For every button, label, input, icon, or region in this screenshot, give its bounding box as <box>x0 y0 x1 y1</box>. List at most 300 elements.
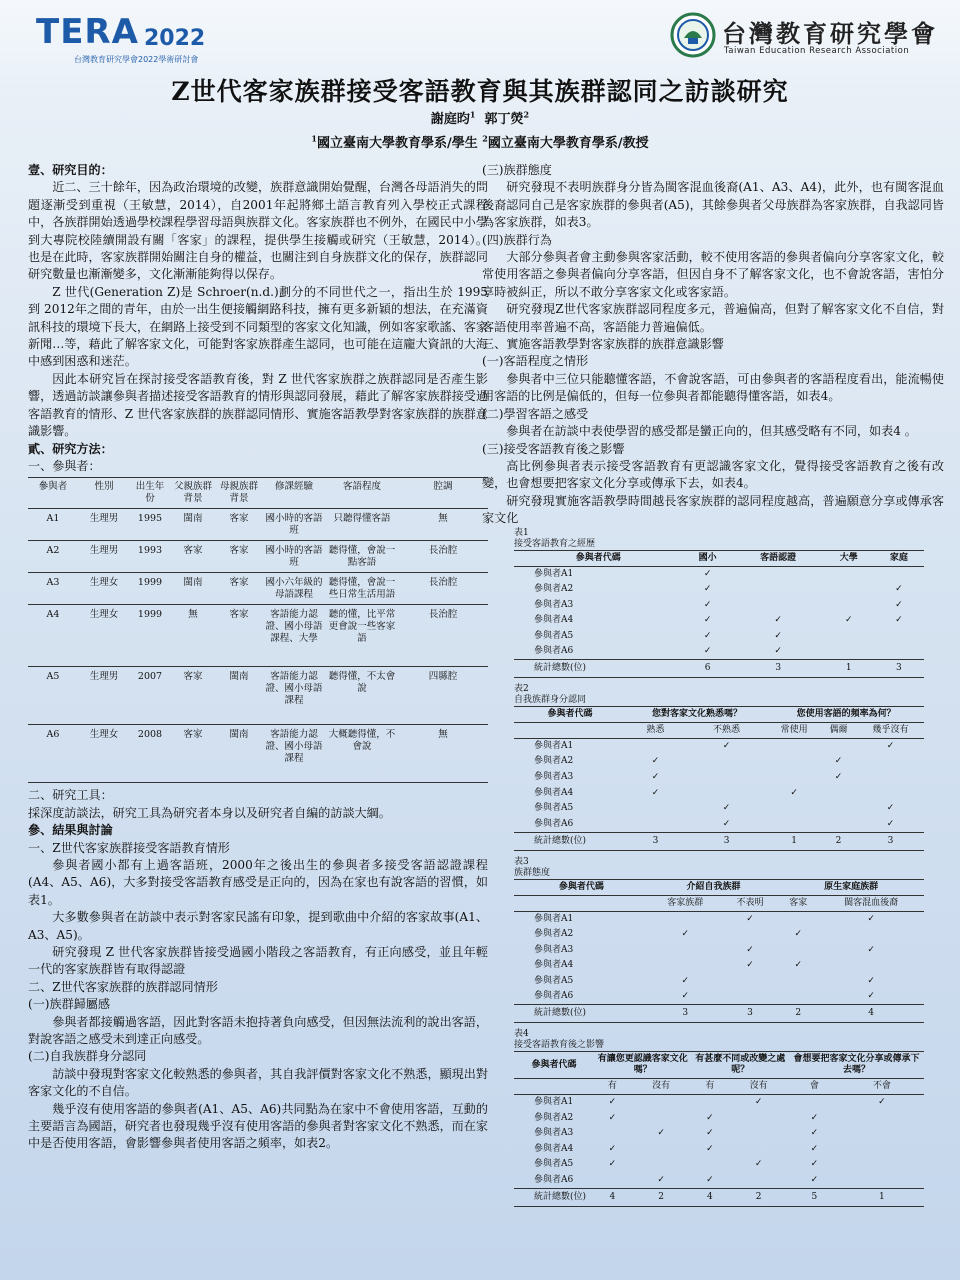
table-header: 沒有 <box>631 1079 692 1095</box>
table-header: 參與者代碼 <box>514 707 626 723</box>
paragraph: 大多數參與者在訪談中表示對客家民謠有印象，提到歌曲中介紹的客家故事(A1、A3、A5)。 <box>28 910 488 942</box>
table-header: 常使用 <box>768 723 820 739</box>
row-label: 參與者A5 <box>534 630 574 641</box>
table-total-row <box>514 1005 924 1023</box>
table-row <box>514 927 924 943</box>
table-row <box>514 817 924 833</box>
table-cell: 客語能力認證、國小母語課程 <box>262 725 326 783</box>
check-cell <box>722 989 778 1005</box>
total-cell: 4 <box>692 1188 729 1206</box>
table-row <box>514 754 924 770</box>
table-header: 有 <box>594 1079 631 1095</box>
table-cell: 2007 <box>130 667 170 725</box>
table-cell: 長治腔 <box>398 573 488 605</box>
table-cell: 閩南 <box>216 725 262 783</box>
table-cell: 客家 <box>170 725 216 783</box>
table-header: 客語程度 <box>326 478 398 509</box>
paragraph: Z 世代(Generation Z)是 Schroer(n.d.)劃分的不同世代之一，指出生於 1995 到 2012年之間的青年，由於一出生便接觸網路科技，擁有更多新穎的想法，在充滿資訊科技的環境下長大，在網路上接受到不同類型的客家文化知識，例如客家歌謠、客家新聞…等，藉此了解客家文化，可能對客家族群產生認同，也可能在這龐大資訊的大海中感到困惑和迷茫。 <box>28 284 488 369</box>
check-cell: ✓ <box>886 803 895 814</box>
total-cell: 4 <box>818 1005 924 1023</box>
check-cell: ✓ <box>810 1112 819 1123</box>
table-4 <box>514 1051 924 1207</box>
table-cell: 客家 <box>216 605 262 667</box>
table-row <box>514 974 924 990</box>
table-header: 不會 <box>840 1079 924 1095</box>
heading-method: 貳、研究方法： <box>28 441 113 456</box>
heading-proficiency: (一)客語程度之情形 <box>482 354 589 369</box>
table-3-label: 表3 <box>514 856 529 867</box>
table-cell: 聽得懂，會說一些日常生活用語 <box>326 573 398 605</box>
table-header: 您對客家文化熟悉嗎？ <box>626 707 768 723</box>
table-cell: 客家 <box>170 667 216 725</box>
table-header: 參與者代碼 <box>514 550 683 566</box>
authors <box>0 108 960 127</box>
total-cell: 2 <box>778 1005 818 1023</box>
row-label: 參與者A3 <box>534 599 574 610</box>
table-4-label: 表4 <box>514 1029 529 1040</box>
total-cell: 1 <box>840 1188 924 1206</box>
left-column <box>28 162 488 1153</box>
table-cell: 聽得懂，會說一點客語 <box>326 541 398 573</box>
check-cell <box>649 911 722 927</box>
row-label: 參與者A5 <box>534 1159 574 1170</box>
check-cell: ✓ <box>867 913 875 924</box>
table-header: 偶爾 <box>820 723 857 739</box>
check-cell <box>857 754 924 770</box>
check-cell <box>857 785 924 801</box>
check-cell <box>840 1157 924 1173</box>
table-row <box>514 644 924 660</box>
total-cell: 2 <box>631 1188 692 1206</box>
affil-2-sup: 2 <box>482 133 488 144</box>
check-cell <box>820 739 857 755</box>
table-2-label: 表2 <box>514 684 529 695</box>
table-3-caption: 族群態度 <box>514 867 551 878</box>
table-row <box>28 725 488 783</box>
table-header: 客家族群 <box>649 895 722 911</box>
check-cell: ✓ <box>886 818 895 829</box>
table-3 <box>514 879 924 1024</box>
check-cell: ✓ <box>810 1159 819 1170</box>
heading-behavior: (四)族群行為 <box>482 232 552 247</box>
table-cell: 閩南 <box>170 573 216 605</box>
table-row <box>514 942 924 958</box>
check-cell <box>649 958 722 974</box>
check-cell: ✓ <box>608 1112 617 1123</box>
affil-1: 國立臺南大學教育學系/學生 <box>316 136 478 151</box>
table-cell: 國小六年級的母語課程 <box>262 573 326 605</box>
check-cell <box>778 989 818 1005</box>
table-header: 參與者代碼 <box>514 1052 594 1079</box>
table-header: 有甚麼不同或改變之處呢？ <box>692 1052 790 1079</box>
row-label: 參與者A4 <box>534 615 574 626</box>
total-cell: 6 <box>683 660 733 678</box>
total-cell: 2 <box>728 1188 789 1206</box>
table-header: 客家 <box>778 895 818 911</box>
check-cell: ✓ <box>867 975 875 986</box>
affil-2: 國立臺南大學教育學系/教授 <box>487 136 649 151</box>
row-label: 參與者A2 <box>534 1112 574 1123</box>
total-cell: 1 <box>768 832 820 850</box>
check-cell: ✓ <box>706 1174 714 1185</box>
table-header: 不表明 <box>722 895 778 911</box>
table-cell: A1 <box>28 509 78 541</box>
table-cell: 生理女 <box>78 573 130 605</box>
check-cell <box>594 1126 631 1142</box>
check-cell: ✓ <box>608 1097 617 1108</box>
table-cell: 生理男 <box>78 509 130 541</box>
check-cell <box>818 958 924 974</box>
table-row <box>28 573 488 605</box>
total-cell: 3 <box>733 660 824 678</box>
table-cell: 生理男 <box>78 541 130 573</box>
heading-attitude: (三)族群態度 <box>482 163 552 177</box>
affiliations <box>0 132 960 151</box>
check-cell <box>733 582 824 598</box>
table-cell: 無 <box>398 725 488 783</box>
table-header: 原生家庭族群 <box>778 879 924 895</box>
check-cell <box>631 1095 692 1111</box>
check-cell <box>768 801 820 817</box>
table-row <box>514 1095 924 1111</box>
table-row <box>514 911 924 927</box>
table-row <box>28 541 488 573</box>
total-cell: 5 <box>789 1188 840 1206</box>
check-cell <box>685 770 768 786</box>
check-cell <box>840 1126 924 1142</box>
row-label: 參與者A3 <box>534 1128 574 1139</box>
check-cell <box>685 785 768 801</box>
check-cell: ✓ <box>834 772 843 783</box>
table-cell: 生理男 <box>78 667 130 725</box>
check-cell: ✓ <box>608 1159 617 1170</box>
affil-1-sup: 1 <box>311 133 317 144</box>
table-cell: 無 <box>398 509 488 541</box>
check-cell: ✓ <box>878 1097 886 1108</box>
table-row <box>28 667 488 725</box>
paragraph: 參與者在訪談中表使學習的感受都是蠻正向的，但其感受略有不同，如表4 。 <box>506 424 917 439</box>
table-4-caption: 接受客語教育後之影響 <box>514 1040 605 1051</box>
check-cell: ✓ <box>706 1112 714 1123</box>
check-cell: ✓ <box>651 787 660 798</box>
table-cell: 長治腔 <box>398 541 488 573</box>
total-cell: 3 <box>649 1005 722 1023</box>
table-cell: 只聽得懂客語 <box>326 509 398 541</box>
check-cell: ✓ <box>657 1174 665 1185</box>
results-tables <box>514 528 924 1207</box>
table-header: 不熟悉 <box>685 723 768 739</box>
check-cell <box>692 1095 729 1111</box>
table-row <box>514 785 924 801</box>
row-label: 參與者A4 <box>534 1143 574 1154</box>
check-cell <box>722 927 778 943</box>
check-cell <box>631 1157 692 1173</box>
total-cell: 3 <box>626 832 685 850</box>
check-cell: ✓ <box>746 960 754 971</box>
paragraph: 幾乎沒有使用客語的參與者(A1、A5、A6)共同點為在家中不會使用客語，互動的主要語言為國語，研究者也發現幾乎沒有使用客語的參與者對客家文化不熟悉，而在家中是否使用客語，會影響參與者使用客語之頻率，如表2。 <box>28 1101 488 1151</box>
total-cell: 統計總數(位) <box>514 1005 649 1023</box>
check-cell: ✓ <box>722 741 731 752</box>
check-cell <box>824 644 874 660</box>
table-cell: 生理女 <box>78 605 130 667</box>
row-label: 參與者A3 <box>534 944 574 955</box>
table-cell: 生理女 <box>78 725 130 783</box>
table-cell: 1995 <box>130 509 170 541</box>
check-cell <box>778 911 818 927</box>
table-header: 您使用客語的頻率為何？ <box>768 707 924 723</box>
table-cell: 長治腔 <box>398 605 488 667</box>
table-row <box>514 613 924 629</box>
table-row <box>514 597 924 613</box>
table-cell: 客家 <box>216 573 262 605</box>
table-row <box>514 739 924 755</box>
table-row <box>514 801 924 817</box>
check-cell <box>874 566 924 582</box>
table-header: 會 <box>789 1079 840 1095</box>
check-cell <box>733 566 824 582</box>
conference-subtitle: 台灣教育研究學會2022學術研討會 <box>74 55 199 64</box>
table-row <box>514 628 924 644</box>
check-cell: ✓ <box>867 944 875 955</box>
check-cell: ✓ <box>867 991 875 1002</box>
table-row <box>514 958 924 974</box>
check-cell: ✓ <box>895 583 903 594</box>
table-row <box>514 1173 924 1189</box>
check-cell: ✓ <box>651 756 660 767</box>
table-cell: 大概聽得懂，不會說 <box>326 725 398 783</box>
table-cell: A3 <box>28 573 78 605</box>
check-cell <box>728 1110 789 1126</box>
total-cell: 3 <box>874 660 924 678</box>
table-2-caption: 自我族群身分認同 <box>514 695 587 706</box>
paragraph: 研究發現不表明族群身分皆為閩客混血後裔(A1、A3、A4)，此外，也有閩客混血後裔認同自己是客家族群的參與者(A5)，其餘參與者父母族群為客家族群，自我認同皆為客家族群，如表3。 <box>482 180 944 230</box>
check-cell: ✓ <box>845 615 853 626</box>
check-cell: ✓ <box>703 583 712 594</box>
check-cell <box>626 801 685 817</box>
total-cell: 統計總數(位) <box>514 660 683 678</box>
row-label: 參與者A1 <box>534 568 574 579</box>
check-cell <box>631 1110 692 1126</box>
check-cell <box>840 1110 924 1126</box>
author-2-sup: 2 <box>523 109 530 120</box>
table-row <box>514 582 924 598</box>
table-cell: 閩南 <box>170 509 216 541</box>
header <box>0 0 960 72</box>
table-header: 熟悉 <box>626 723 685 739</box>
check-cell <box>692 1157 729 1173</box>
table-header: 有 <box>692 1079 729 1095</box>
check-cell <box>728 1126 789 1142</box>
paragraph: 近二、三十餘年，因為政治環境的改變，族群意識開始覺醒，台灣各母語消失的問題逐漸受到重視（王敏慧，2014），自2001年起將鄉土語言教育列入學校正式課程中，各族群開始透過學校課程學習母語與族群文化。客家族群也不例外，在國民中小學到大專院校陸續開設有關「客家」的課程，提供學生接觸或研究（王敏慧，2014）。也是在此時，客家族群開始關注自身的權益，也關注到自身族群文化的保存，族群認同研究數量也漸漸變多，文化漸漸能夠得以保存。 <box>28 180 488 282</box>
total-cell: 1 <box>824 660 874 678</box>
table-2 <box>514 706 924 851</box>
table-row <box>514 1126 924 1142</box>
paragraph: 因此本研究旨在探討接受客語教育後，對 Z 世代客家族群之族群認同是否產生影響，透過訪談讓參與者描述接受客語教育的情形與認同發展，藉此了解客家族群接受過客語教育的情形、Z 世代客家族群的族群認同情形、實施客語教學對客家族群的族群意識影響。 <box>28 371 488 439</box>
table-1 <box>514 550 924 679</box>
table-cell: A6 <box>28 725 78 783</box>
check-cell: ✓ <box>703 568 712 579</box>
check-cell: ✓ <box>706 1143 714 1154</box>
conference-logo <box>36 12 236 62</box>
table-cell: 國小時的客語班 <box>262 541 326 573</box>
check-cell <box>840 1142 924 1158</box>
check-cell <box>824 597 874 613</box>
check-cell <box>840 1173 924 1189</box>
check-cell: ✓ <box>651 772 660 783</box>
check-cell <box>768 754 820 770</box>
table-cell: 客語能力認證、國小母語課程 <box>262 667 326 725</box>
heading-results-1: 一、Z世代客家族群接受客語教育情形 <box>28 840 230 855</box>
paragraph: 大部分參與者會主動參與客家活動，較不使用客語的參與者偏向分享客家文化，較常使用客語之參與者偏向分享客語，但因自身不了解客家文化，也不會說客語，害怕分享時被糾正，所以不敢分享客家文化或客家語。 <box>482 250 944 299</box>
table-header: 母親族群背景 <box>216 478 262 509</box>
check-cell: ✓ <box>706 1128 714 1139</box>
row-label: 參與者A1 <box>534 741 574 752</box>
check-cell: ✓ <box>895 599 903 610</box>
total-cell: 3 <box>722 1005 778 1023</box>
check-cell: ✓ <box>886 741 895 752</box>
table-row <box>514 566 924 582</box>
row-label: 參與者A2 <box>534 756 574 767</box>
check-cell: ✓ <box>657 1128 665 1139</box>
check-cell: ✓ <box>794 929 803 940</box>
paragraph: 參與者都接觸過客語，因此對客語未抱持著負向感受，但因無法流利的說出客語，對說客語之感受未到達正向感受。 <box>28 1014 488 1046</box>
check-cell: ✓ <box>810 1143 819 1154</box>
paragraph: 高比例參與者表示接受客語教育有更認識客家文化，覺得接受客語教育之後有改變，也會想要把客家文化分享或傳承下去，如表4。 <box>482 458 944 491</box>
participants-table <box>28 477 488 783</box>
check-cell: ✓ <box>810 1128 819 1139</box>
check-cell <box>626 739 685 755</box>
row-label: 參與者A6 <box>534 818 574 829</box>
association-seal-icon <box>670 12 716 58</box>
heading-feelings: (二)學習客語之感受 <box>482 406 589 421</box>
table-cell: 客家 <box>216 509 262 541</box>
association-name: 台灣教育研究學會 <box>722 19 938 48</box>
check-cell: ✓ <box>774 630 782 641</box>
check-cell: ✓ <box>895 615 903 626</box>
row-label: 參與者A6 <box>534 646 574 657</box>
total-cell: 統計總數(位) <box>514 832 626 850</box>
table-header: 客語認證 <box>733 550 824 566</box>
check-cell: ✓ <box>754 1159 763 1170</box>
check-cell: ✓ <box>834 756 843 767</box>
check-cell: ✓ <box>608 1143 617 1154</box>
table-header: 家庭 <box>874 550 924 566</box>
table-header: 閩客混血後裔 <box>818 895 924 911</box>
check-cell: ✓ <box>703 615 712 626</box>
check-cell <box>594 1173 631 1189</box>
heading-belonging: (一)族群歸屬感 <box>28 997 110 1012</box>
table-cell: 2008 <box>130 725 170 783</box>
check-cell: ✓ <box>722 803 731 814</box>
table-header: 有讓您更認識客家文化嗎？ <box>594 1052 692 1079</box>
row-label: 參與者A6 <box>534 991 574 1002</box>
table-header <box>514 723 626 739</box>
paragraph: 採深度訪談法，研究工具為研究者本身以及研究者自編的訪談大綱。 <box>28 805 391 820</box>
paragraph: 參與者中三位只能聽懂客語，不會說客語，可由參與者的客語程度看出，能流暢使用客語的比例是偏低的，但每一位參與者都能聽得懂客語，如表4。 <box>482 371 944 404</box>
total-cell: 統計總數(位) <box>514 1188 594 1206</box>
author-1-sup: 1 <box>469 109 476 120</box>
table-header: 會想要把客家文化分享或傳承下去嗎？ <box>789 1052 924 1079</box>
check-cell <box>778 942 818 958</box>
paragraph: 訪談中發現對客家文化較熟悉的參與者，其自我評價對客家文化不熟悉，顯現出對客家文化的不自信。 <box>28 1066 488 1099</box>
table-header: 修課經驗 <box>262 478 326 509</box>
check-cell: ✓ <box>681 929 690 940</box>
table-row <box>514 1110 924 1126</box>
poster-title: Z世代客家族群接受客語教育與其族群認同之訪談研究 <box>171 77 789 106</box>
paragraph: 研究發現Z世代客家族群認同程度多元，普遍偏高，但對了解客家文化不自信，對客語使用率普遍不高，客語能力普遍偏低。 <box>482 302 944 334</box>
author-2: 郭丁熒 <box>484 112 524 127</box>
check-cell <box>820 785 857 801</box>
paragraph: 研究發現 Z 世代客家族群皆接受過國小階段之客語教育，有正向感受，並且年輕一代的客家族群皆有取得認證 <box>28 944 488 977</box>
check-cell: ✓ <box>703 599 712 610</box>
table-row <box>28 605 488 667</box>
check-cell: ✓ <box>810 1174 819 1185</box>
check-cell: ✓ <box>703 630 712 641</box>
heading-purpose: 壹、研究目的： <box>28 163 113 177</box>
table-cell: 1993 <box>130 541 170 573</box>
check-cell <box>768 770 820 786</box>
check-cell <box>649 942 722 958</box>
paragraph: 研究發現實施客語教學時間越長客家族群的認同程度越高，普遍願意分享或傳承客家文化 <box>482 493 944 526</box>
table-1-caption: 接受客語教育之經歷 <box>514 538 596 549</box>
heading-results-3: 三、實施客語教學對客家族群的族群意識影響 <box>482 337 724 352</box>
table-header: 父親族群背景 <box>170 478 216 509</box>
total-cell: 2 <box>820 832 857 850</box>
table-header <box>514 1079 594 1095</box>
check-cell <box>685 754 768 770</box>
table-header: 介紹自我族群 <box>649 879 778 895</box>
check-cell: ✓ <box>794 960 803 971</box>
row-label: 參與者A5 <box>534 803 574 814</box>
check-cell <box>874 628 924 644</box>
table-cell: 聽得懂，不太會說 <box>326 667 398 725</box>
row-label: 參與者A2 <box>534 929 574 940</box>
table-header: 參與者代碼 <box>514 879 649 895</box>
total-cell: 3 <box>685 832 768 850</box>
table-cell: 1999 <box>130 573 170 605</box>
table-header: 腔調 <box>398 478 488 509</box>
table-cell: 國小時的客語班 <box>262 509 326 541</box>
table-row <box>514 770 924 786</box>
check-cell <box>857 770 924 786</box>
check-cell: ✓ <box>703 646 712 657</box>
check-cell <box>768 817 820 833</box>
row-label: 參與者A4 <box>534 787 574 798</box>
table-1-label: 表1 <box>514 527 529 538</box>
check-cell <box>722 974 778 990</box>
check-cell <box>733 597 824 613</box>
row-label: 參與者A1 <box>534 1097 574 1108</box>
association-name-en: Taiwan Education Research Association <box>724 46 910 56</box>
conference-logo-text: TERA <box>36 12 139 52</box>
table-total-row <box>514 660 924 678</box>
heading-results: 參、結果與討論 <box>28 823 113 838</box>
heading-results-2: 二、Z世代客家族群的族群認同情形 <box>28 979 218 994</box>
row-label: 參與者A4 <box>534 960 574 971</box>
table-cell: 四縣腔 <box>398 667 488 725</box>
check-cell: ✓ <box>754 1097 763 1108</box>
heading-tools: 二、研究工具： <box>28 788 113 803</box>
check-cell: ✓ <box>722 818 731 829</box>
row-label: 參與者A3 <box>534 772 574 783</box>
author-1: 謝庭昀 <box>430 112 470 127</box>
row-label: 參與者A6 <box>534 1174 574 1185</box>
check-cell <box>874 644 924 660</box>
check-cell <box>728 1173 789 1189</box>
table-row <box>514 1157 924 1173</box>
check-cell <box>818 927 924 943</box>
check-cell: ✓ <box>774 615 782 626</box>
